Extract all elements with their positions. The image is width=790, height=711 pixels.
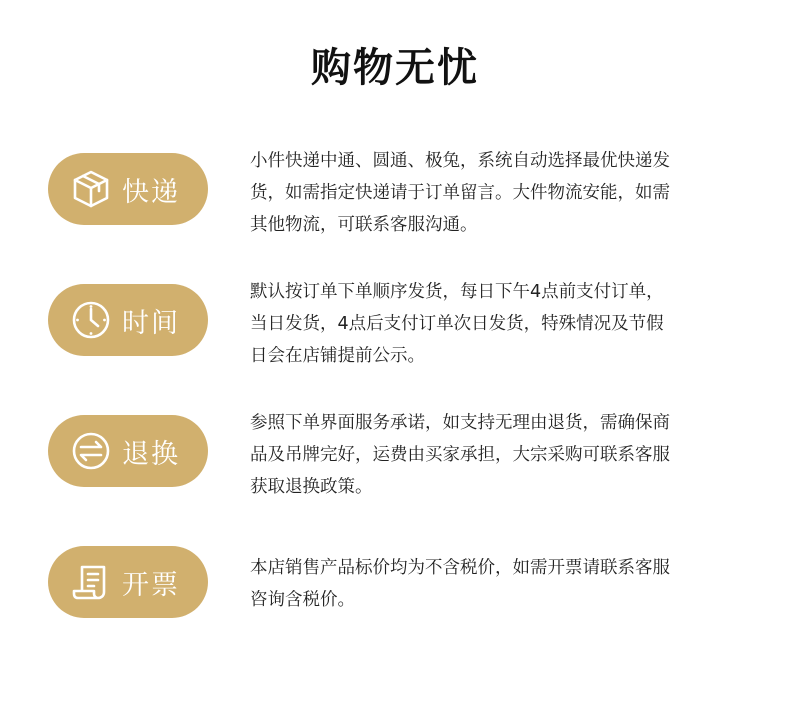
delivery-line: 其他物流，可联系客服沟通。	[250, 215, 478, 235]
returns-badge	[48, 415, 208, 487]
returns-label: 退换	[122, 438, 180, 470]
time-description	[250, 276, 750, 372]
time-line: 默认按订单下单顺序发货，每日下午4点前支付订单，	[250, 282, 664, 302]
delivery-line: 小件快递中通、圆通、极兔，系统自动选择最优快递发	[250, 151, 670, 171]
delivery-line: 货，如需指定快递请于订单留言。大件物流安能，如需	[250, 183, 670, 203]
returns-description	[250, 407, 750, 503]
time-label: 时间	[122, 307, 180, 339]
time-badge	[48, 284, 208, 356]
returns-line: 获取退换政策。	[250, 477, 373, 497]
section-time	[0, 283, 790, 393]
package-box-icon	[70, 168, 112, 210]
time-line: 日会在店铺提前公示。	[250, 346, 425, 366]
invoice-receipt-icon	[70, 561, 112, 603]
time-line: 当日发货，4点后支付订单次日发货，特殊情况及节假	[250, 314, 664, 334]
exchange-arrows-icon	[70, 430, 112, 472]
page-title: 购物无忧	[311, 45, 479, 91]
invoice-line: 咨询含税价。	[250, 590, 355, 610]
returns-line: 品及吊牌完好，运费由买家承担，大宗采购可联系客服	[250, 445, 670, 465]
section-invoice	[0, 545, 790, 655]
invoice-label: 开票	[122, 569, 180, 601]
section-returns	[0, 414, 790, 524]
returns-line: 参照下单界面服务承诺，如支持无理由退货，需确保商	[250, 413, 670, 433]
invoice-badge	[48, 546, 208, 618]
delivery-label: 快递	[122, 176, 180, 208]
section-delivery	[0, 152, 790, 262]
invoice-line: 本店销售产品标价均为不含税价，如需开票请联系客服	[250, 558, 670, 578]
invoice-description	[250, 552, 750, 616]
delivery-description	[250, 145, 750, 241]
delivery-badge	[48, 153, 208, 225]
clock-icon	[70, 299, 112, 341]
